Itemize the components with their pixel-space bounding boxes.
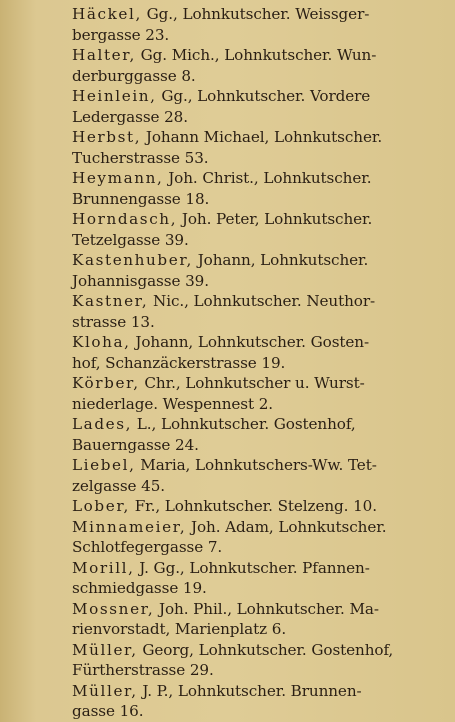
entry-line-1: Joh. Peter, Lohnkutscher. [177,210,373,228]
directory-entry [72,640,442,681]
entry-line-2: Tetzelgasse 39. [72,230,189,249]
entry-surname: Müller, [72,681,138,700]
entry-line-2: schmiedgasse 19. [72,579,207,597]
entry-line-2: Johannisgasse 39. [72,271,209,290]
entry-surname: Heymann, [72,169,164,187]
entry-surname: Kastner, [72,292,149,310]
entry-line-2: derburggasse 8. [72,66,196,85]
directory-entry [72,291,442,332]
entry-line-1: Joh. Christ., Lohnkutscher. [163,169,372,187]
directory-entry [72,86,442,127]
entry-line-2: gasse 16. [72,702,144,720]
entry-surname: Minnameier, [72,517,187,536]
directory-entry [72,414,442,455]
entry-line-1: Chr., Lohnkutscher u. Wurst- [139,374,365,392]
entry-line-2: strasse 13. [72,312,155,331]
entry-line-1: Joh. Adam, Lohnkutscher. [186,517,387,536]
entry-line-1: Gg., Lohnkutscher. Weissger- [141,5,370,23]
entry-line-2: bergasse 23. [72,25,170,44]
entry-line-1: Fr., Lohnkutscher. Stelzeng. 10. [129,497,377,515]
entry-line-1: L., Lohnkutscher. Gostenhof, [132,415,356,433]
entry-surname: Häckel, [72,5,142,23]
entry-surname: Mossner, [72,599,155,618]
entry-line-2: Tucherstrasse 53. [72,148,209,167]
entry-line-2: Ledergasse 28. [72,107,188,126]
directory-entry [72,250,442,291]
directory-entry [72,681,442,722]
directory-entry [72,558,442,599]
entry-surname: Herbst, [72,128,142,146]
entry-line-1: Gg., Lohnkutscher. Vordere [156,87,371,105]
directory-entry [72,496,442,517]
entry-line-1: Gg. Mich., Lohnkutscher. Wun- [135,46,377,64]
entry-line-2: Bauerngasse 24. [72,435,199,454]
entry-line-1: Johann, Lohnkutscher. Gosten- [130,333,370,351]
entry-surname: Kloha, [72,333,131,351]
directory-entry [72,127,442,168]
entry-surname: Liebel, [72,456,136,474]
entry-surname: Morill, [72,558,135,577]
entry-surname: Müller, [72,640,138,659]
entry-line-1: Maria, Lohnkutschers-Ww. Tet- [135,456,377,474]
entry-line-2: rienvorstadt, Marienplatz 6. [72,620,287,638]
entry-surname: Kastenhuber, [72,251,193,269]
entry-surname: Heinlein, [72,87,157,105]
entry-line-1: Georg, Lohnkutscher. Gostenhof, [137,640,394,659]
entry-line-1: Johann Michael, Lohnkutscher. [141,128,383,146]
directory-entry [72,599,442,640]
directory-entry [72,209,442,250]
entry-surname: Halter, [72,46,136,64]
entry-line-2: Brunnengasse 18. [72,189,210,208]
entry-surname: Lades, [72,415,133,433]
directory-entry [72,4,442,45]
entry-line-1: Joh. Phil., Lohnkutscher. Ma- [154,599,379,618]
directory-entry [72,517,442,558]
entry-surname: Lober, [72,497,130,515]
entry-line-2: Fürtherstrasse 29. [72,661,214,679]
entry-line-1: Nic., Lohnkutscher. Neuthor- [148,292,376,310]
entry-surname: Körber, [72,374,140,392]
entry-line-1: Johann, Lohnkutscher. [192,251,369,269]
directory-entry [72,455,442,496]
entry-surname: Horndasch, [72,210,178,228]
entry-line-2: hof, Schanzäckerstrasse 19. [72,353,286,372]
directory-entry [72,332,442,373]
directory-entry [72,168,442,209]
entry-line-2: zelgasse 45. [72,476,165,495]
entry-line-2: niederlage. Wespennest 2. [72,394,274,413]
entry-line-1: J. P., Lohnkutscher. Brunnen- [137,681,362,700]
entry-line-1: J. Gg., Lohnkutscher. Pfannen- [134,558,370,577]
directory-entry [72,45,442,86]
directory-entry [72,373,442,414]
entry-line-2: Schlotfegergasse 7. [72,538,223,556]
directory-page [72,4,442,722]
